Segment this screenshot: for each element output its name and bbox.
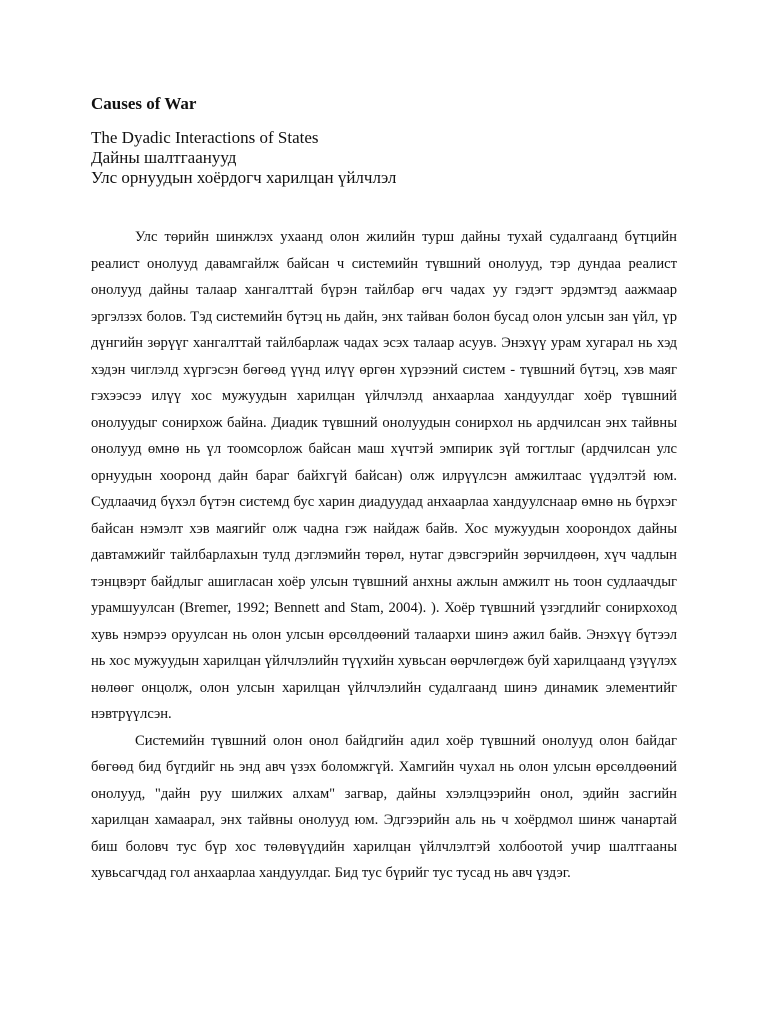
body-paragraph-1: Улс төрийн шинжлэх ухаанд олон жилийн турш дайны тухай судалгаанд бүтцийн реалист онолууд давамгайлж байсан ч системийн түвшний онолууд, тэр дундаа реалист онолууд дайны талаар хангалттай бүрэн тайлбар өгч чадах уу гэдэгт эрдэмтэд аажмаар эргэлзэх болов. Тэд системийн бүтэц нь дайн, энх тайван болон бусад олон улсын зан үйл, үр дүнгийн зөрүүг хангалттай тайлбарлаж чадах эсэх талаар асуув. Энэхүү урам хугарал нь хэд хэдэн чиглэлд хүргэсэн бөгөөд үүнд илүү өргөн хүрээний систем - түвшний бүтэц, хэв маяг гэхээсээ илүү хос мужуудын харилцан үйлчлэлд анхаарлаа хандуулдаг хоёр түвшний онолуудыг сонирхож байна. Диадик түвшний онолуудын сонирхол нь ардчилсан энх тайвны онолууд өмнө нь үл тоомсорлож байсан маш хүчтэй эмпирик зүй тогтлыг (ардчилсан улс орнуудын хооронд дайн бараг байхгүй байсан) олж илрүүлсэн амжилтаас үүдэлтэй юм. Судлаачид бүхэл бүтэн системд бус харин диадуудад анхаарлаа хандуулснаар өмнө нь бүрхэг байсан нэмэлт хэв маягийг олж чадна гэж найдаж байв. Хос мужуудын хоорондох дайны давтамжийг тайлбарлахын тулд дэглэмийн төрөл, нутаг дэвсгэрийн зөрчилдөөн, хүч чадлын тэнцвэрт байдлыг ашигласан хоёр улсын түвшний анхны ажлын амжилт нь тоон судлаачдыг урамшуулсан (Bremer, 1992; Bennett and Stam, 2004). ). Хоёр түвшний үзэгдлийг сонирхоход хувь нэмрээ оруулсан нь олон улсын өрсөлдөөний талаархи шинэ ажил байв. Энэхүү бүтээл нь хос мужуудын харилцан үйлчлэлийн түүхийн хувьсан өөрчлөгдөж буй харилцаанд үзүүлэх нөлөөг онцолж, олон улсын харилцан үйлчлэлийн судалгаанд шинэ динамик элементийг нэвтрүүлсэн.: [91, 229, 677, 722]
subtitle-block: [91, 128, 677, 188]
subtitle-mongolian-2: Улс орнуудын хоёрдогч харилцан үйлчлэл: [91, 168, 397, 187]
document-title: Causes of War: [91, 94, 197, 113]
subtitle-english: The Dyadic Interactions of States: [91, 128, 319, 147]
body-paragraph-2: Системийн түвшний олон онол байдгийн адил хоёр түвшний онолууд олон байдаг бөгөөд бид бүгдийг нь энд авч үзэх боломжгүй. Хамгийн чухал нь олон улсын өрсөлдөөний онолууд, "дайн руу шилжих алхам" загвар, дайны хэлэлцээрийн онол, эдийн засгийн харилцан хамаарал, энх тайвны онолууд юм. Эдгээрийн аль нь ч хоёрдмол шинж чанартай биш боловч тус бүр хос төлөвүүдийн харилцан үйлчлэлтэй холбоотой учир шалтгааны хувьсагчдад гол анхаарлаа хандуулдаг. Бид тус бүрийг тус тусад нь авч үздэг.: [91, 732, 677, 881]
document-page: [91, 94, 677, 887]
subtitle-mongolian-1: Дайны шалтгаанууд: [91, 148, 237, 167]
